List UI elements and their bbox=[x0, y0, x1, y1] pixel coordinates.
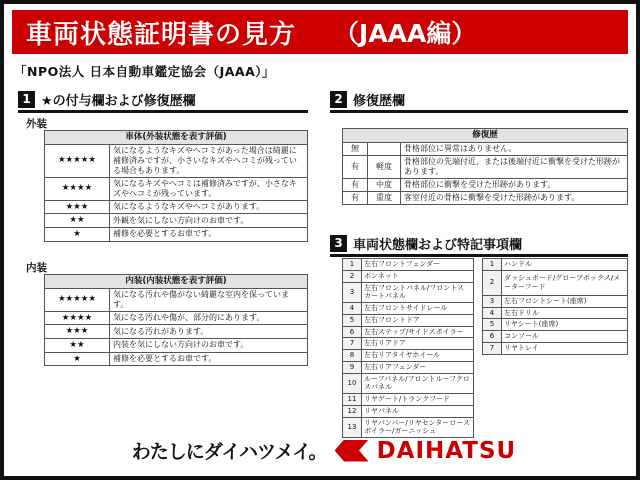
part-number: 6 bbox=[343, 326, 362, 338]
part-number: 2 bbox=[343, 270, 362, 282]
rating-description: 気になる汚れや傷が、部分的にあります。 bbox=[110, 311, 308, 325]
list-item bbox=[343, 259, 474, 271]
page-title-edition: （JAAA編） bbox=[334, 19, 477, 48]
rating-stars: ★ bbox=[45, 352, 110, 366]
rating-description: 補修を必要とするお車です。 bbox=[110, 227, 308, 241]
exterior-table bbox=[44, 130, 308, 242]
rating-description: 内装を気にしない方向けのお車です。 bbox=[110, 338, 308, 352]
exterior-table-header: 車体(外装状態を表す評価) bbox=[45, 131, 308, 145]
section-3-title: 車両状態欄および特記事項欄 bbox=[353, 237, 523, 253]
rating-description: 補修を必要とするお車です。 bbox=[110, 352, 308, 366]
subtitle: 「NPO法人 日本自動車鑑定協会（JAAA）」 bbox=[14, 64, 276, 79]
repair-description: 客室付近の骨格に衝撃を受けた形跡があります。 bbox=[401, 191, 628, 204]
rating-description: 気になるようなキズやヘコミがあります。 bbox=[110, 200, 308, 214]
list-item bbox=[343, 326, 474, 338]
repair-level: 中度 bbox=[368, 178, 401, 191]
section-3-number: 3 bbox=[330, 235, 347, 252]
repair-mark: 有 bbox=[343, 178, 368, 191]
list-item bbox=[343, 405, 474, 417]
repair-history-table bbox=[342, 128, 628, 205]
table-row bbox=[45, 288, 308, 311]
part-number: 5 bbox=[343, 314, 362, 326]
part-name: 左右リアフェンダー bbox=[362, 361, 474, 373]
exterior-label: 外装 bbox=[26, 118, 47, 130]
part-name: 左右フロントパネル/フロントスカートパネル bbox=[362, 282, 474, 303]
repair-mark: 有 bbox=[343, 191, 368, 204]
part-number: 1 bbox=[343, 259, 362, 271]
part-name: ボンネット bbox=[362, 270, 474, 282]
part-name: 左右ドリル bbox=[502, 307, 628, 319]
daihatsu-logo-icon bbox=[335, 440, 369, 462]
table-row bbox=[45, 227, 308, 241]
part-name: 左右リアタイヤホイール bbox=[362, 350, 474, 362]
table-row bbox=[45, 200, 308, 214]
rating-stars: ★ bbox=[45, 227, 110, 241]
part-name: コンソール bbox=[502, 331, 628, 343]
rating-stars: ★★ bbox=[45, 214, 110, 228]
part-number: 6 bbox=[483, 331, 502, 343]
list-item bbox=[343, 314, 474, 326]
part-name: ルーフパネル/フロントルーフクロスパネル bbox=[362, 373, 474, 394]
rating-stars: ★★ bbox=[45, 338, 110, 352]
section-2-number: 2 bbox=[330, 91, 347, 108]
interior-parts-list bbox=[482, 258, 628, 355]
part-name: ダッシュボード/グローブボックス/メーターフード bbox=[502, 270, 628, 295]
footer-logo bbox=[4, 437, 640, 464]
part-name: リヤシート(座席) bbox=[502, 319, 628, 331]
part-number: 2 bbox=[483, 270, 502, 295]
repair-table-header: 修復歴 bbox=[343, 129, 628, 143]
section-2-header bbox=[330, 88, 628, 113]
table-row bbox=[45, 325, 308, 339]
part-name: 左右ステップ/サイドスポイラー bbox=[362, 326, 474, 338]
section-1-header bbox=[18, 88, 308, 113]
part-name: リヤパネル bbox=[362, 405, 474, 417]
title-banner bbox=[12, 10, 628, 54]
repair-description: 骨格部位の先端付近、または後端付近に衝撃を受けた形跡があります。 bbox=[401, 155, 628, 178]
table-row bbox=[343, 155, 628, 178]
list-item bbox=[483, 270, 628, 295]
list-item bbox=[483, 259, 628, 271]
part-number: 7 bbox=[343, 338, 362, 350]
rating-stars: ★★★★ bbox=[45, 177, 110, 200]
part-number: 4 bbox=[483, 307, 502, 319]
table-row bbox=[343, 142, 628, 155]
list-item bbox=[343, 303, 474, 315]
part-name: 左右フロントドア bbox=[362, 314, 474, 326]
table-row bbox=[343, 191, 628, 204]
section-3-header bbox=[330, 232, 628, 257]
section-1-number: 1 bbox=[18, 91, 35, 108]
list-item bbox=[343, 350, 474, 362]
part-number: 9 bbox=[343, 361, 362, 373]
part-number: 10 bbox=[343, 373, 362, 394]
table-row bbox=[45, 311, 308, 325]
rating-description: 気になるキズやヘコミは補修済みですが、小さなキズやヘコミが残っています。 bbox=[110, 177, 308, 200]
table-row bbox=[45, 338, 308, 352]
part-name: 左右フロントシート(座席) bbox=[502, 295, 628, 307]
table-row bbox=[45, 177, 308, 200]
part-number: 5 bbox=[483, 319, 502, 331]
rating-stars: ★★★★★ bbox=[45, 144, 110, 177]
rating-stars: ★★★★ bbox=[45, 311, 110, 325]
list-item bbox=[343, 373, 474, 394]
part-name: 左右フロントサイドレール bbox=[362, 303, 474, 315]
rating-description: 気になる汚れや傷がない綺麗な室内を保っています。 bbox=[110, 288, 308, 311]
list-item bbox=[343, 338, 474, 350]
interior-table bbox=[44, 274, 308, 366]
part-number: 4 bbox=[343, 303, 362, 315]
list-item bbox=[343, 282, 474, 303]
list-item bbox=[343, 417, 474, 438]
table-header-row bbox=[343, 129, 628, 143]
page-title: 車両状態証明書の見方 bbox=[26, 19, 297, 50]
part-name: 左右フロントフェンダー bbox=[362, 259, 474, 271]
part-name: リヤバンパー/リヤセンターロースポイラー/ガーニッシュ bbox=[362, 417, 474, 438]
table-row bbox=[45, 144, 308, 177]
part-number: 1 bbox=[483, 259, 502, 271]
list-item bbox=[343, 394, 474, 406]
list-item bbox=[483, 307, 628, 319]
part-name: ハンドル bbox=[502, 259, 628, 271]
interior-table-header: 内装(内装状態を表す評価) bbox=[45, 275, 308, 289]
rating-stars: ★★★ bbox=[45, 200, 110, 214]
list-item bbox=[483, 342, 628, 354]
table-header-row bbox=[45, 275, 308, 289]
part-name: リヤゲート/トランクフード bbox=[362, 394, 474, 406]
repair-description: 骨格部位に衝撃を受けた形跡があります。 bbox=[401, 178, 628, 191]
footer-slogan: わたしにダイハツメイ。 bbox=[131, 441, 327, 463]
list-item bbox=[483, 319, 628, 331]
repair-mark: 無 bbox=[343, 142, 368, 155]
list-item bbox=[483, 331, 628, 343]
repair-level bbox=[368, 142, 401, 155]
part-name: 左右リアドア bbox=[362, 338, 474, 350]
part-number: 12 bbox=[343, 405, 362, 417]
exterior-parts-list bbox=[342, 258, 474, 438]
section-2-title: 修復歴欄 bbox=[353, 93, 406, 109]
repair-description: 骨格部位に異常はありません。 bbox=[401, 142, 628, 155]
list-item bbox=[343, 361, 474, 373]
repair-mark: 有 bbox=[343, 155, 368, 178]
part-number: 3 bbox=[343, 282, 362, 303]
repair-level: 軽度 bbox=[368, 155, 401, 178]
section-1-title: ★の付与欄および修復歴欄 bbox=[41, 93, 196, 109]
part-number: 3 bbox=[483, 295, 502, 307]
part-number: 11 bbox=[343, 394, 362, 406]
part-number: 7 bbox=[483, 342, 502, 354]
part-number: 13 bbox=[343, 417, 362, 438]
list-item bbox=[343, 270, 474, 282]
table-header-row bbox=[45, 131, 308, 145]
table-row bbox=[45, 214, 308, 228]
part-number: 8 bbox=[343, 350, 362, 362]
rating-description: 外観を気にしない方向けのお車です。 bbox=[110, 214, 308, 228]
list-item bbox=[483, 295, 628, 307]
rating-description: 気になるようなキズやヘコミがあった場合は綺麗に補修済みですが、小さいなキズやヘコミが残っている場合もあります。 bbox=[110, 144, 308, 177]
rating-description: 気になる汚れがあります。 bbox=[110, 325, 308, 339]
repair-level: 重度 bbox=[368, 191, 401, 204]
brand-name: DAIHATSU bbox=[376, 437, 517, 464]
table-row bbox=[343, 178, 628, 191]
rating-stars: ★★★★★ bbox=[45, 288, 110, 311]
part-name: リヤトレイ bbox=[502, 342, 628, 354]
table-row bbox=[45, 352, 308, 366]
interior-label: 内装 bbox=[26, 262, 47, 274]
rating-stars: ★★★ bbox=[45, 325, 110, 339]
